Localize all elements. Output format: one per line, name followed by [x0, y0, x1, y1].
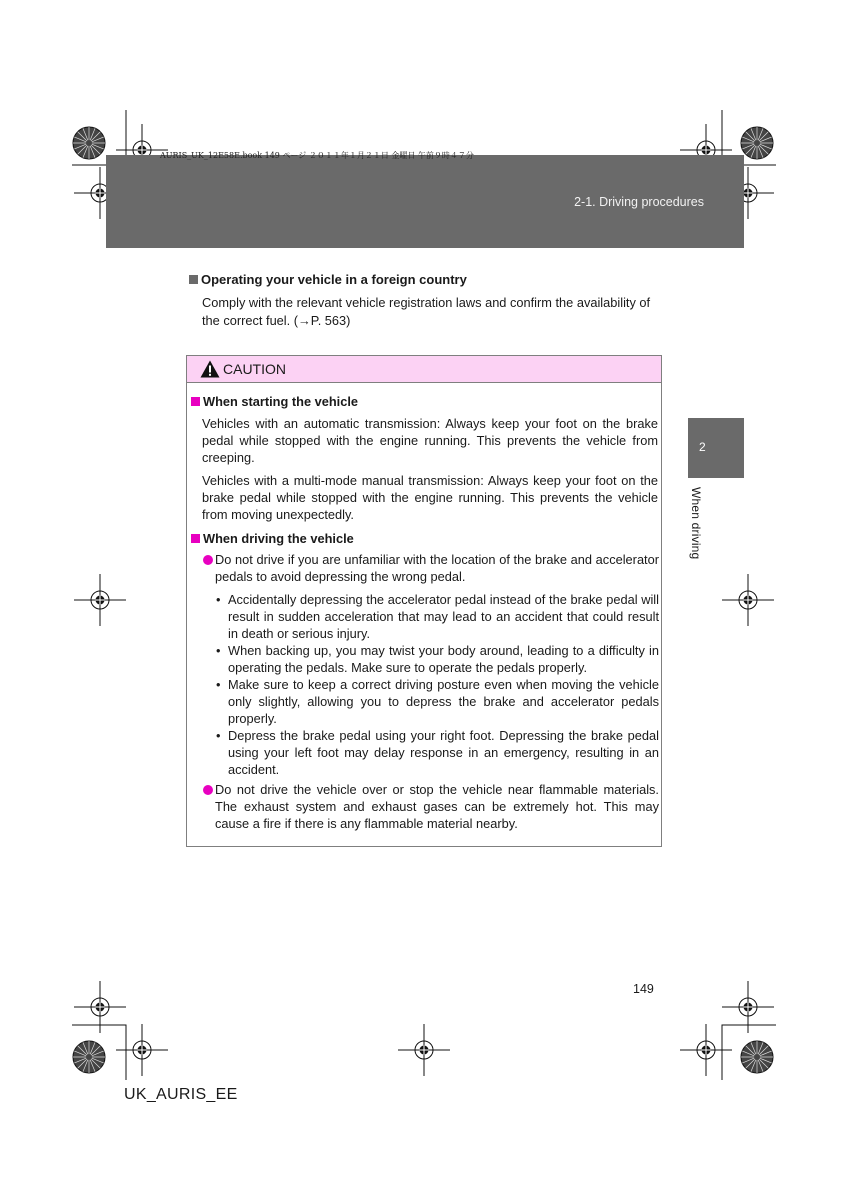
caution-bullet: Do not drive if you are unfamiliar with the location of the brake and accelerator pedals to avoid depressing the wrong pedal.: [202, 551, 659, 585]
chapter-label: When driving: [689, 487, 703, 560]
circle-bullet-icon: [203, 555, 213, 565]
caution-sub-item: • Depress the brake pedal using your right foot. Depressing the brake pedal using your left foot may delay response in an emergency, resulting in an accident.: [216, 728, 659, 777]
page-number: 149: [633, 982, 654, 996]
square-bullet-icon: [191, 534, 200, 543]
caution-subheading: When starting the vehicle: [191, 394, 358, 409]
dot-bullet-icon: •: [216, 643, 221, 658]
caution-bullet: Do not drive the vehicle over or stop the vehicle near flammable materials. The exhaust system and exhaust gases can be extremely hot. This may cause a fire if there is any flammable material nearby.: [202, 781, 659, 832]
warning-triangle-icon: [200, 360, 220, 378]
caution-paragraph: Vehicles with a multi-mode manual transmission: Always keep your foot on the brake pedal while stopped with the engine running. This prevents the vehicle from moving unexpectedly.: [202, 473, 658, 522]
caution-sub-item: • Make sure to keep a correct driving posture even when moving the vehicle only slightly, allowing you to depress the brake and accelerator pedals properly.: [216, 677, 659, 726]
square-bullet-icon: [189, 275, 198, 284]
caution-sub-item: • When backing up, you may twist your body around, leading to a difficulty in operating the pedals. Make sure to operate the pedals properly.: [216, 643, 659, 675]
dot-bullet-icon: •: [216, 677, 221, 692]
footer-code: UK_AURIS_EE: [124, 1086, 238, 1103]
intro-heading-text: Operating your vehicle in a foreign country: [201, 272, 467, 287]
dot-bullet-icon: •: [216, 728, 221, 743]
dot-bullet-icon: •: [216, 592, 221, 607]
header-band: [106, 155, 744, 248]
caution-paragraph: Vehicles with an automatic transmission: Always keep your foot on the brake pedal while stopped with the engine running. This prevents the vehicle from creeping.: [202, 416, 658, 465]
chapter-number: 2: [699, 440, 706, 454]
intro-heading: [189, 272, 467, 287]
caution-subheading: When driving the vehicle: [191, 531, 354, 546]
caution-sub-item: • Accidentally depressing the accelerator pedal instead of the brake pedal will result in sudden acceleration that may lead to an accident that could result in death or serious injury.: [216, 592, 659, 641]
print-info-line: AURIS_UK_12E58E.book 149 ページ ２０１１年１月２１日 金曜日 午前９時４７分: [160, 151, 474, 160]
square-bullet-icon: [191, 397, 200, 406]
section-title: 2-1. Driving procedures: [574, 195, 704, 209]
intro-text: Comply with the relevant vehicle registration laws and confirm the availability of the correct fuel. (→P. 563): [202, 295, 651, 328]
caution-label: CAUTION: [223, 361, 286, 377]
chapter-tab: [688, 418, 744, 478]
caution-box: [186, 355, 662, 847]
caution-header: [187, 356, 661, 383]
circle-bullet-icon: [203, 785, 213, 795]
